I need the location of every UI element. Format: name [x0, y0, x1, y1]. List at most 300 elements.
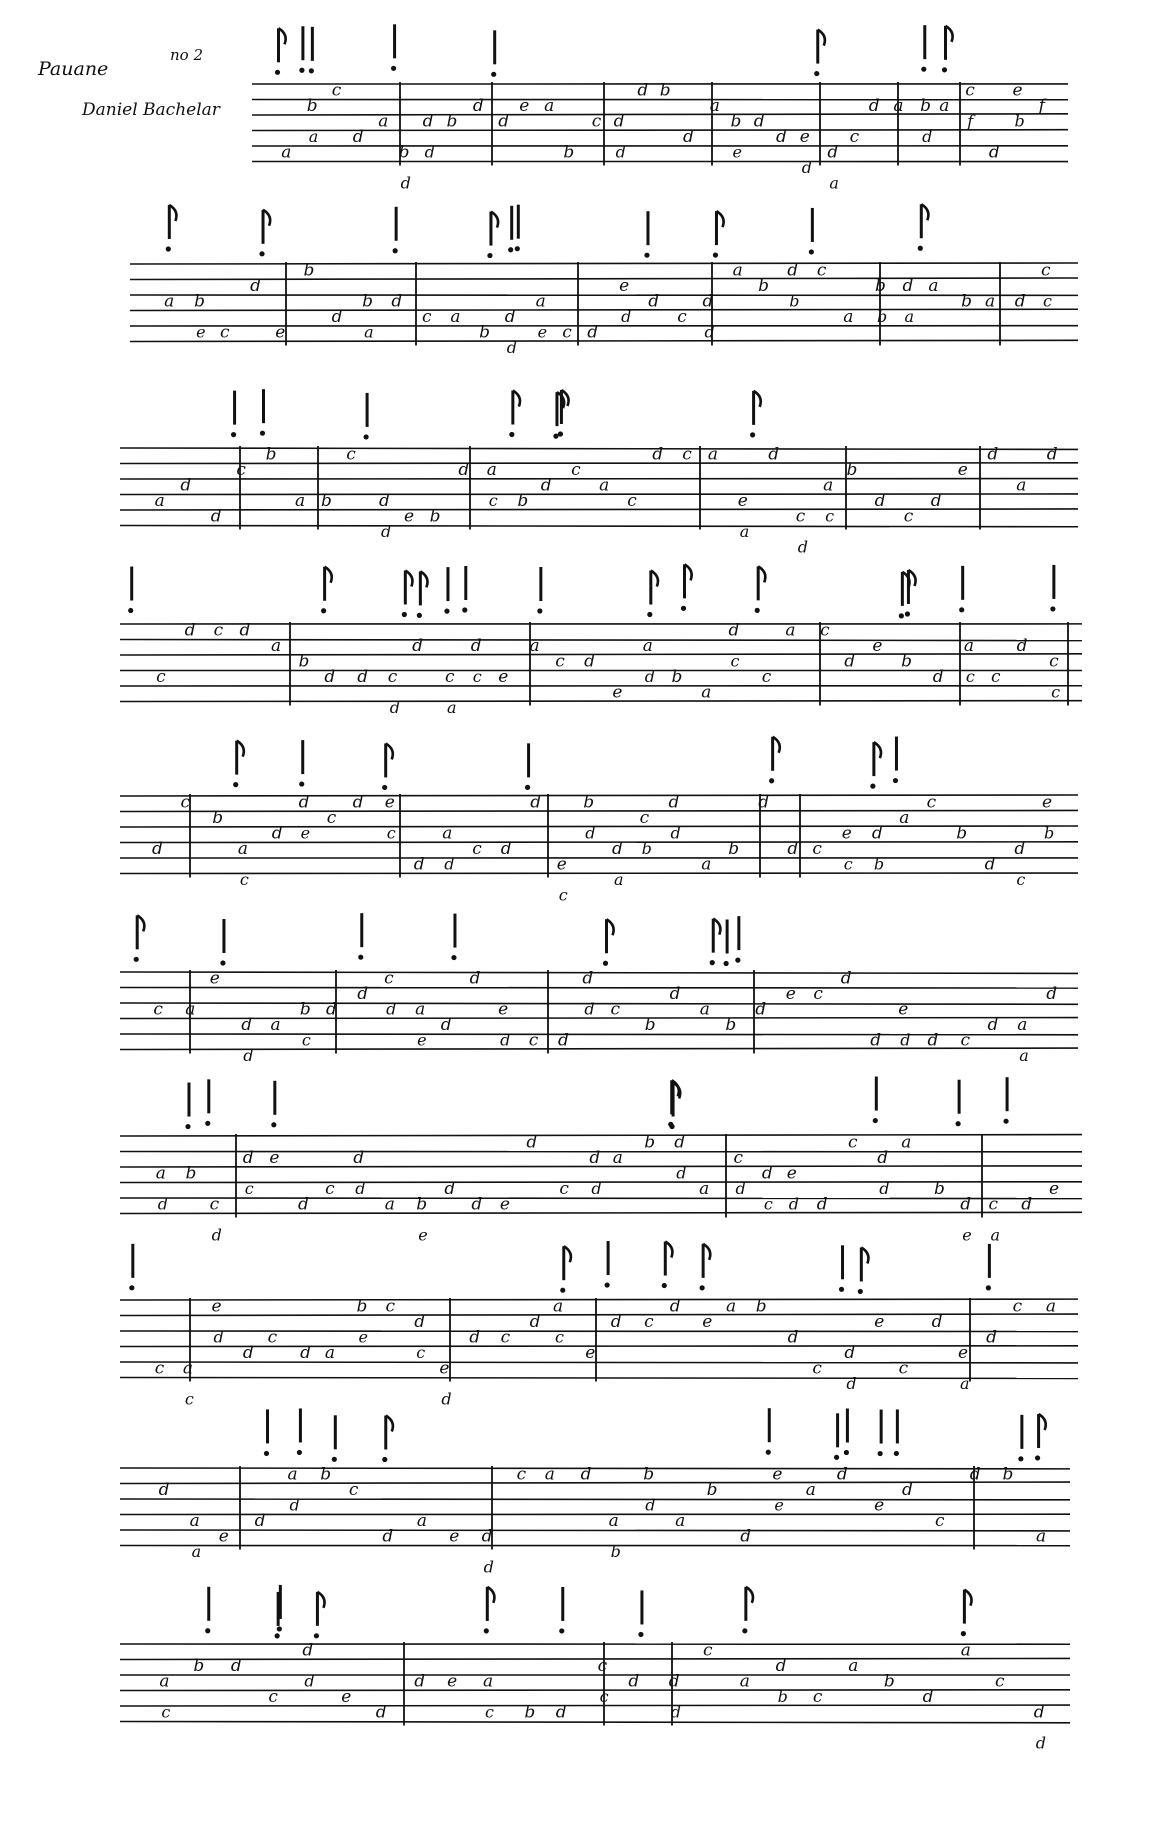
tab-letter: d [612, 839, 623, 860]
tab-letter: a [159, 1671, 170, 1692]
tab-letter: a [823, 475, 834, 496]
tab-letter: e [1049, 1179, 1060, 1200]
tab-letter: c [385, 1296, 396, 1317]
tab-letter: c [703, 1640, 713, 1661]
tab-letter: d [846, 1374, 857, 1394]
rhythm-dot [559, 1628, 564, 1633]
tab-letter: d [412, 636, 423, 657]
tab-letter: e [872, 636, 883, 657]
tab-letter: a [699, 1179, 710, 1200]
tab-letter: a [608, 1511, 619, 1532]
tab-letter: d [302, 1640, 314, 1661]
tab-letter: a [614, 870, 624, 890]
tab-letter: d [381, 522, 392, 542]
tab-letter: d [210, 506, 222, 527]
tab-letter: d [243, 1046, 254, 1066]
rhythm-dot [537, 608, 542, 613]
tab-letter: c [639, 808, 650, 829]
tab-letter: b [265, 444, 277, 465]
staff-line [120, 526, 1078, 527]
tab-letter: d [239, 620, 251, 641]
tab-letter: e [218, 1526, 229, 1547]
tab-letter: d [157, 1194, 169, 1214]
tab-letter: c [591, 111, 602, 132]
tab-letter: b [298, 651, 310, 672]
tab-letter: e [772, 1464, 783, 1485]
tab-letter: d [610, 1312, 622, 1333]
tab-letter: a [899, 808, 910, 829]
tab-letter: e [612, 682, 623, 703]
tab-letter: c [848, 1132, 858, 1153]
rhythm-dot [309, 68, 314, 73]
tab-letter: e [841, 823, 852, 844]
tab-letter: a [960, 1640, 971, 1661]
tab-letter: c [528, 1030, 539, 1051]
tab-letter: b [961, 291, 972, 312]
tab-letter: b [644, 1132, 656, 1153]
rhythm-dot [724, 961, 729, 966]
tab-letter: d [587, 322, 599, 343]
rhythm-dot [961, 1631, 966, 1636]
staff-line [120, 1003, 1078, 1004]
tab-letter: d [816, 1194, 828, 1215]
tab-letter: c [627, 491, 637, 512]
tab-letter: c [500, 1327, 511, 1348]
rhythm-dot [662, 1283, 667, 1288]
tab-letter: d [844, 1343, 856, 1364]
tab-letter: e [737, 491, 748, 512]
tab-letter: a [701, 682, 712, 703]
tab-letter: d [827, 142, 839, 163]
tab-letter: a [901, 1132, 912, 1153]
rhythm-dot [809, 249, 814, 254]
tab-letter: e [519, 96, 530, 117]
tab-letter: c [156, 667, 166, 688]
rhythm-dot [870, 784, 875, 789]
staff-line [120, 842, 1078, 843]
tab-letter: d [469, 1327, 481, 1348]
rhythm-dot [681, 606, 686, 611]
tab-letter: a [1036, 1526, 1047, 1547]
tab-letter: d [683, 127, 694, 148]
rhythm-dot [959, 607, 964, 612]
tab-letter: d [879, 1179, 890, 1199]
tab-letter: d [922, 127, 933, 147]
piece-number: no 2 [170, 46, 204, 64]
rhythm-dot [553, 434, 558, 439]
tab-letter: a [985, 291, 996, 312]
rhythm-dot [873, 1118, 878, 1123]
tab-letter: d [988, 142, 1000, 163]
tab-letter: a [308, 127, 319, 147]
rhythm-dot [332, 1457, 337, 1462]
tab-letter: c [995, 1671, 1005, 1692]
staff-line [120, 654, 1082, 655]
rhythm-dot [1003, 1119, 1008, 1124]
tab-letter: d [304, 1671, 315, 1691]
tab-letter: d [776, 127, 787, 148]
tab-letter: d [498, 111, 510, 132]
tab-letter: c [812, 1687, 823, 1708]
staff-line [252, 130, 1068, 131]
rhythm-dot [487, 253, 492, 258]
tab-letter: e [799, 127, 810, 148]
tab-letter: b [1014, 111, 1025, 131]
rhythm-dot [451, 955, 456, 960]
rhythm-dot [364, 434, 369, 439]
tab-letter: c [422, 307, 432, 328]
tab-letter: c [268, 1687, 278, 1708]
tab-letter: a [709, 96, 720, 117]
tab-letter: d [414, 1671, 426, 1692]
tab-letter: a [701, 854, 712, 875]
tab-letter: c [161, 1702, 171, 1722]
staff-line [120, 988, 1078, 989]
tab-letter: a [675, 1511, 686, 1532]
rhythm-dot [299, 781, 304, 786]
tab-letter: e [211, 1296, 222, 1317]
tab-letter: d [481, 1526, 493, 1547]
tab-letter: a [1045, 1296, 1057, 1317]
tab-letter: b [321, 491, 332, 512]
rhythm-dot [515, 246, 520, 251]
rhythm-dot [382, 785, 387, 790]
tab-letter: b [583, 792, 595, 813]
tab-letter: c [597, 1656, 608, 1677]
tab-letter: c [610, 999, 621, 1020]
tab-letter: d [158, 1480, 170, 1501]
tab-letter: e [958, 1343, 969, 1364]
rhythm-dot [893, 778, 898, 783]
tab-letter: b [194, 291, 205, 312]
tab-letter: d [506, 338, 517, 358]
tab-letter: b [299, 999, 311, 1020]
tab-letter: a [805, 1480, 816, 1501]
tab-letter: c [346, 444, 356, 465]
rhythm-dot [233, 782, 238, 787]
tab-letter: a [364, 322, 374, 342]
tab-letter: e [1042, 792, 1053, 813]
tab-letter: f [967, 111, 974, 131]
tab-letter: c [220, 322, 230, 343]
tab-letter: b [446, 111, 458, 132]
tab-letter: c [267, 1327, 278, 1348]
tab-letter: d [152, 839, 163, 860]
tab-letter: d [584, 651, 595, 672]
tab-letter: d [628, 1671, 640, 1692]
tab-letter: a [544, 1464, 555, 1485]
tab-letter: c [926, 792, 937, 813]
staff-line [120, 1468, 1070, 1469]
tab-letter: d [444, 854, 455, 874]
tab-letter: b [877, 307, 888, 327]
tab-letter: a [739, 1671, 750, 1692]
tab-letter: d [242, 1343, 254, 1364]
tab-letter: c [730, 651, 740, 671]
tab-letter: d [755, 999, 767, 1020]
tablature-system [120, 389, 1078, 556]
tab-letter: e [898, 999, 909, 1020]
rhythm-dot [264, 1451, 269, 1456]
tab-letter: d [931, 1312, 943, 1333]
tab-letter: c [326, 808, 337, 829]
tab-letter: a [699, 999, 710, 1020]
tab-letter: c [965, 80, 975, 101]
rhythm-dot [742, 1628, 747, 1633]
tab-letter: e [196, 322, 206, 342]
tab-letter: e [418, 1225, 428, 1245]
tab-letter: a [287, 1464, 298, 1485]
tab-letter: d [386, 999, 397, 1019]
tab-letter: a [270, 1015, 281, 1036]
tab-letter: c [445, 667, 455, 688]
staff-line [120, 1018, 1078, 1019]
rhythm-dot [905, 611, 910, 616]
tab-letter: c [1043, 291, 1052, 311]
tab-letter: a [486, 460, 497, 481]
tab-letter: c [825, 506, 835, 526]
rhythm-dot [1050, 606, 1055, 611]
rhythm-dot [921, 67, 926, 72]
tab-letter: c [472, 839, 482, 860]
tab-letter: e [384, 792, 395, 813]
tab-letter: d [591, 1179, 602, 1199]
tab-letter: e [585, 1343, 596, 1364]
tab-letter: b [1002, 1464, 1014, 1485]
tab-letter: b [398, 142, 410, 163]
staff-line [120, 1482, 1070, 1483]
rhythm-dot [491, 72, 496, 77]
tab-letter: e [785, 984, 796, 1005]
staff-line [120, 1166, 1082, 1167]
tab-letter: a [960, 1374, 970, 1394]
rhythm-dot [769, 778, 774, 783]
tab-letter: d [787, 1327, 799, 1348]
composer-name: Daniel Bachelar [82, 100, 220, 120]
tab-letter: a [1017, 1015, 1028, 1036]
tab-letter: c [488, 491, 498, 511]
tab-letter: e [498, 667, 509, 688]
tab-letter: d [530, 792, 542, 813]
tab-letter: c [812, 839, 822, 860]
tab-letter: d [668, 792, 680, 813]
tab-letter: a [529, 636, 540, 657]
tab-letter: b [517, 491, 529, 512]
tab-letter: d [483, 1557, 494, 1577]
tab-letter: c [239, 870, 249, 890]
tab-letter: d [1016, 636, 1028, 657]
tab-letter: d [868, 96, 880, 117]
rhythm-dot [605, 1282, 610, 1287]
rhythm-dot [899, 613, 904, 618]
tab-letter: c [209, 1194, 220, 1215]
tab-letter: d [644, 667, 655, 687]
staff-line [120, 463, 1078, 464]
tab-letter: d [458, 460, 470, 481]
tab-letter: a [553, 1296, 564, 1317]
tab-letter: b [671, 667, 683, 688]
rhythm-dot [509, 432, 514, 437]
tab-letter: a [535, 291, 546, 312]
tab-letter: d [375, 1702, 387, 1723]
rhythm-dot [638, 1632, 643, 1637]
tab-letter: c [472, 667, 482, 687]
rhythm-dot [275, 1633, 280, 1638]
tab-letter: d [668, 1671, 680, 1692]
tab-letter: c [761, 667, 772, 688]
rhythm-dot [839, 1287, 844, 1292]
rhythm-dot [942, 67, 947, 72]
rhythm-dot [644, 253, 649, 258]
tab-letter: d [391, 291, 403, 312]
rhythm-dot [755, 608, 760, 613]
rhythm-dot [391, 66, 396, 71]
tablature-system [120, 1077, 1082, 1245]
tab-letter: d [414, 1312, 426, 1333]
tab-letter: c [898, 1358, 909, 1379]
tab-letter: c [236, 460, 246, 481]
tab-letter: d [1014, 291, 1026, 312]
tab-letter: d [529, 1312, 541, 1333]
tab-letter: d [1021, 1194, 1033, 1215]
tab-letter: d [927, 1030, 939, 1051]
rhythm-dot [560, 1288, 565, 1293]
tab-letter: a [963, 636, 975, 657]
tab-letter: b [777, 1687, 788, 1707]
tab-letter: c [795, 506, 806, 527]
tab-letter: d [298, 1194, 309, 1215]
tab-letter: d [987, 1015, 999, 1036]
tab-letter: e [341, 1687, 352, 1708]
tablature-system [120, 1241, 1078, 1409]
tab-letter: d [1046, 444, 1058, 465]
tab-letter: d [298, 792, 310, 813]
staff-line [130, 340, 1078, 341]
staff-line [130, 263, 1078, 264]
staff-line [120, 1362, 1078, 1363]
tab-letter: e [449, 1526, 460, 1547]
tab-letter: b [429, 506, 441, 527]
tab-letter: b [730, 111, 742, 132]
tablature-system [130, 204, 1078, 357]
tab-letter: d [877, 1148, 889, 1169]
tab-letter: d [922, 1687, 934, 1708]
tab-letter: a [726, 1296, 737, 1317]
tab-letter: e [537, 322, 548, 342]
tab-letter: d [986, 1327, 997, 1348]
tab-letter: a [164, 291, 175, 312]
tab-letter: e [358, 1327, 368, 1347]
tab-letter: d [648, 291, 660, 312]
tab-letter: a [324, 1343, 336, 1364]
tab-letter: a [893, 96, 904, 117]
tab-letter: b [303, 260, 315, 281]
tab-letter: c [485, 1702, 494, 1722]
tab-letter: c [843, 854, 853, 874]
tab-letter: c [387, 667, 398, 688]
rhythm-dot [231, 432, 236, 437]
rhythm-dot [393, 248, 398, 253]
tab-letter: d [352, 127, 364, 148]
tab-letter: d [984, 854, 996, 875]
tab-letter: d [389, 698, 400, 718]
staff-line [120, 640, 1082, 641]
tab-letter: d [470, 636, 482, 657]
tab-letter: a [732, 260, 743, 281]
tab-letter: a [450, 307, 461, 328]
tab-letter: b [728, 839, 740, 860]
tab-letter: b [356, 1296, 368, 1317]
tab-letter: d [676, 1163, 687, 1183]
tab-letter: d [902, 276, 914, 297]
tab-letter: b [644, 1015, 656, 1036]
tab-letter: e [874, 1312, 885, 1333]
tab-letter: b [920, 96, 931, 117]
tab-letter: c [516, 1464, 527, 1485]
rhythm-dot [525, 785, 530, 790]
tab-letter: d [540, 475, 552, 496]
tab-letter: d [300, 1343, 311, 1364]
rhythm-dot [710, 960, 715, 965]
tab-letter: e [962, 1225, 972, 1245]
tab-letter: d [271, 823, 283, 844]
tab-letter: e [874, 1495, 885, 1516]
tab-letter: a [415, 999, 426, 1020]
tab-letter: d [932, 667, 944, 688]
tab-letter: c [677, 307, 687, 328]
tab-letter: c [1016, 870, 1026, 890]
rhythm-dot [647, 612, 652, 617]
tab-letter: d [254, 1511, 266, 1532]
tab-letter: d [230, 1656, 242, 1677]
tab-letter: d [670, 823, 681, 843]
tab-letter: e [786, 1163, 797, 1184]
rhythm-dot [1018, 1456, 1023, 1461]
staff-line [130, 309, 1078, 310]
tab-letter: b [643, 1464, 655, 1485]
tab-letter: d [326, 999, 337, 1020]
tab-letter: c [813, 984, 823, 1005]
tab-letter: d [836, 1464, 848, 1485]
tab-letter: a [1019, 1046, 1029, 1066]
tab-letter: a [189, 1511, 200, 1532]
tab-letter: c [331, 80, 342, 101]
tab-letter: d [382, 1526, 394, 1547]
rhythm-dot [297, 1450, 302, 1455]
tab-letter: b [563, 142, 575, 163]
tab-letter: d [874, 491, 886, 512]
tab-letter: d [422, 111, 434, 132]
tab-letter: c [820, 620, 830, 641]
staff-line [120, 701, 1082, 702]
tab-letter: d [969, 1464, 981, 1485]
tab-letter: b [956, 823, 968, 844]
tab-letter: d [761, 1163, 773, 1184]
tab-letter: c [812, 1358, 822, 1379]
tab-letter: a [599, 475, 610, 496]
tab-letter: d [870, 1030, 882, 1051]
tab-letter: c [416, 1343, 426, 1363]
tab-letter: d [1046, 984, 1058, 1005]
tab-letter: c [965, 667, 975, 687]
tab-letter: d [844, 651, 856, 672]
tab-letter: c [1051, 682, 1061, 702]
tab-letter: d [1014, 839, 1026, 860]
tab-letter: c [184, 1389, 194, 1409]
tab-letter: d [440, 1015, 452, 1036]
staff-line [120, 1346, 1078, 1347]
tab-letter: c [599, 1687, 609, 1707]
